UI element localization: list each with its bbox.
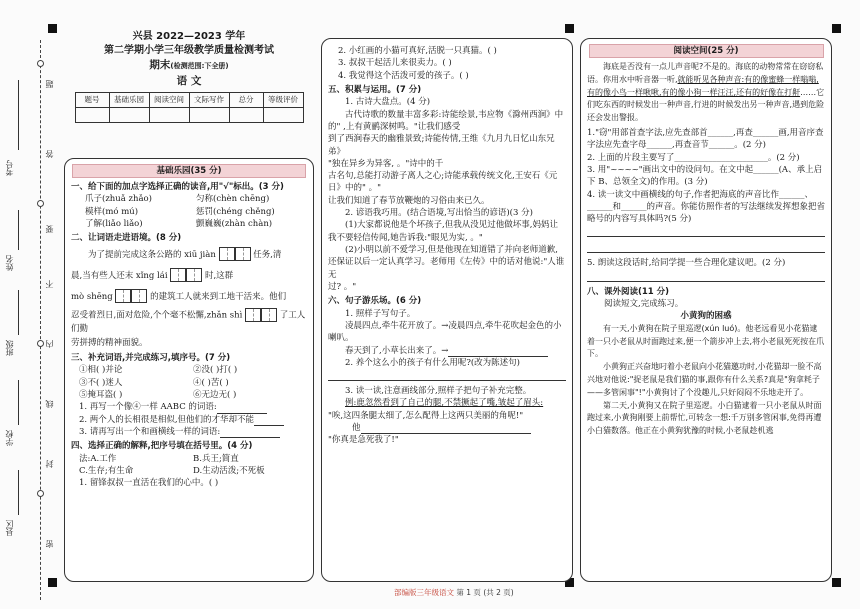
q5-sub: 2. 谚语我巧用。(结合语境,写出恰当的谚语)(3 分) (345, 208, 533, 219)
page-footer (394, 588, 514, 599)
story-title: 小黄狗的困惑 (680, 311, 732, 322)
q5-para: (1)大家都说他是个坏孩子,但我从没见过他做坏事,妈妈让 (345, 220, 558, 231)
score-col-header: 总分 (229, 93, 263, 108)
story-para: 小黄狗正兴奋地叼着小老鼠向小花猫邀功时,小花猫却一脸不高兴地对他说:"捉老鼠是我们猫的事,跟你有什么关系?真是"狗拿耗子——多管闲事"!"小黄狗讨了个没趣儿,只好闷闷不乐地走开了。 (587, 362, 822, 397)
pinyin-box[interactable] (170, 268, 186, 282)
q3-item[interactable]: ④( )苦( ) (193, 377, 229, 388)
q3-item[interactable]: ②没( )打( ) (193, 365, 238, 376)
q3-title: 三、补充词语,并完成练习,填序号。(7 分) (71, 353, 231, 364)
q3-item[interactable]: ⑥无边无( ) (193, 390, 237, 400)
q6-title: 六、句子游乐场。(6 分) (328, 296, 422, 307)
corner-mark (48, 24, 57, 33)
seal-char: 封 (45, 460, 54, 468)
score-cell[interactable] (109, 108, 149, 123)
q1-item[interactable]: 爪子(zhuǎ zhǎo) (85, 194, 152, 205)
score-cell[interactable] (189, 108, 229, 123)
q4-sentence[interactable]: 3. 叔叔干起活儿来很卖力。( ) (338, 58, 452, 69)
q5-para: 古代诗歌的数量丰富多彩:诗能绘景,韦应物《滁州西涧》中 (345, 109, 564, 120)
class-label: 班级 (5, 340, 14, 356)
basic-heading: 基础乐园(35 分) (72, 164, 305, 178)
punch-hole (37, 490, 44, 497)
q1-items (65, 193, 313, 230)
seal-char: 题 (45, 80, 54, 88)
corner-mark (832, 24, 841, 33)
q5-para: 还保证以后一定认真学习。老师用《左传》中的话对他说:"人谁无 (328, 257, 565, 280)
q6-sub: 2. 养个这么小的孩子有什么用呢?(改为陈述句) (345, 357, 521, 368)
corner-mark (565, 24, 574, 33)
pinyin-box[interactable] (261, 308, 277, 322)
score-col-header: 基础乐园 (109, 93, 149, 108)
seal-char: 要 (45, 225, 54, 233)
pinyin-box[interactable] (219, 247, 235, 261)
answer-line[interactable] (587, 270, 825, 282)
reading-passage: 海底是否没有一点儿声音呢?不是的。海底的动物常常在窃窃私语。你用水中听音器一听,就能听见各种声音:有的像蜜蜂一样嗡嗡,有的像小鸟一样啾啾,有的像小狗一样汪汪,还有的好像在打鼾……它们吃东西的时候发出一种声音,行进的时候发出另一种声音,遇到危险还会发出警报。 (587, 62, 825, 123)
q6-sub: 1. 照样子写句子。 (345, 308, 416, 319)
q6-example: "唉,这四条腿太细了,怎么配得上这两只美丽的角呢!" (328, 410, 524, 421)
binding-strip (0, 40, 62, 600)
exam-title: 第二学期小学三年级教学质量检测考试 (104, 45, 274, 56)
punch-hole (37, 340, 44, 347)
q3-item[interactable]: ①相( )并论 (79, 365, 123, 376)
q5-para[interactable]: "独在异乡为异客, 。"诗中的千 (328, 158, 444, 169)
name-field[interactable] (18, 210, 32, 250)
q2-title: 二、让词语走进语境。(8 分) (71, 233, 182, 244)
q3-item[interactable]: ⑤掩耳盗( ) (79, 390, 123, 400)
q5-sub: 1. 古诗大盘点。(4 分) (345, 97, 431, 108)
q1-item[interactable]: 匀称(chèn chēng) (196, 194, 270, 205)
q4-sentence[interactable]: 1. 留锋叔叔一直活在我们的心中。( ) (79, 478, 219, 489)
basic-section (64, 158, 314, 582)
story-para: 有一天,小黄狗在院子里巡逻(xún luó)。他老远看见小花猫逮着一只小老鼠从时面跑过来,便一个箭步冲上去,将小老鼠死死按在爪下。 (587, 323, 825, 359)
extra-reading-intro: 阅读短文,完成练习。 (604, 299, 684, 310)
school-year: 兴县 2022—2023 学年 (132, 31, 246, 42)
seal-char: 答 (45, 150, 54, 158)
school-field[interactable] (18, 380, 32, 425)
seal-char: 密 (45, 540, 54, 548)
q1-item[interactable]: 了解(liǎo liǎo) (85, 218, 143, 229)
q4-option: D.生动活泼;不死板 (193, 465, 265, 476)
reading-q3[interactable]: 3. 用"~~~~"画出文中的设问句。在文中起______(A、承上启下 B、总领全文)的作用。(3 分) (587, 164, 823, 188)
q1-item[interactable]: 模样(mó mú) (85, 206, 139, 217)
exam-number-label: 考号 (5, 160, 14, 176)
corner-mark (832, 578, 841, 587)
score-col-header: 阅读空间 (149, 93, 189, 108)
middle-section (321, 38, 573, 582)
q5-para[interactable]: 的" ,上有黄鹂深树鸣。"让我们感受 (328, 121, 461, 132)
q4-options (65, 453, 313, 478)
county-field[interactable] (18, 470, 32, 515)
answer-line[interactable] (587, 241, 825, 253)
extra-reading-title: 八、课外阅读(11 分) (587, 286, 670, 297)
reading-q4[interactable]: 4. 读一读文中画横线的句子,作者把海底的声音比作______、______和______的声音。你能仿照作者的写法继续发挥想象把省略号的内容写具体吗?(5 分) (587, 189, 826, 225)
q4-option: 法:A.工作 (79, 453, 117, 464)
story-para: 第二天,小黄狗又在院子里巡逻。小白猫逮着一只小老鼠从时面跑过来,小黄狗刚要上前帮忙,可转念一想:千万别多管闲事,免得再遭小白猫数落。他正在小黄狗犹豫的时候,小老鼠趁机逃 (587, 400, 822, 436)
q2-body: 为了提前完成这条公路的 xiū jiàn 任务,清 晨,当有些人还末 xǐng lái 时,这群 mò shēng 的建筑工人就来到工地干活来。他们 忍受着烈日,面对危险,个个毫不松懈,zhǎn shì 了工人们勤 劳拼搏的精神面貌。 (65, 245, 313, 351)
reading-q2[interactable]: 2. 上面的片段主要写了______________________。(2 分) (587, 152, 800, 163)
q6-example: 例:鹿忽然看到了自己的腿,不禁撅起了嘴,皱起了眉头: (345, 398, 544, 409)
exam-header (66, 30, 312, 126)
answer-line[interactable] (328, 369, 566, 381)
q3-sub: 3. 请再写出一个和画横线一样的词语: (65, 426, 313, 438)
q3-item[interactable]: ③不( )迷人 (79, 377, 123, 388)
reading-q1[interactable]: 1."窃"用部首查字法,应先查部首______,再查______画,用音序查字法应先查字母______,再查音节______。(2 分) (587, 127, 824, 151)
pinyin-box[interactable] (131, 289, 147, 303)
q6-example: "你真是急死我了!" (328, 435, 399, 446)
name-label: 姓名 (5, 255, 14, 271)
county-label: 县区 (5, 520, 14, 536)
q4-sentence[interactable]: 4. 我觉得这个活泼可爱的孩子。( ) (338, 70, 469, 81)
pinyin-box[interactable] (245, 308, 261, 322)
score-cell[interactable] (263, 108, 303, 123)
q3-sub: 1. 再写一个像④一样 AABC 的词语: (65, 401, 313, 413)
school-label: 学校 (5, 430, 14, 446)
q3-items (65, 364, 313, 401)
exam-number-field[interactable] (18, 80, 32, 150)
page-number: 第 1 页 (共 2 页) (456, 588, 514, 597)
footer-label: 部编版三年级语文 (394, 588, 454, 597)
score-cell[interactable] (229, 108, 263, 123)
reading-q5: 5. 朗读这段话时,给同学提一些合理化建议吧。(2 分) (587, 258, 786, 269)
q4-option: B.兵王;简直 (193, 453, 239, 464)
punch-hole (37, 200, 44, 207)
q5-para: 让我们知道了春节放鞭炮的习俗由来已久。 (328, 195, 490, 206)
q6-sub: 3. 读一读,注意画线部分,照样子把句子补充完整。 (345, 386, 532, 397)
score-cell[interactable] (75, 108, 109, 123)
seal-char: 线 (45, 400, 54, 408)
punch-hole (37, 60, 44, 67)
q6-task: 他 (322, 422, 572, 434)
score-table (75, 92, 304, 123)
seal-char: 不 (45, 280, 54, 288)
q1-title: 一、给下面的加点字选择正确的读音,用"√"标出。(3 分) (71, 182, 284, 192)
q6-example: 凌晨四点,牵牛花开放了。→凌晨四点,牵牛花吹起金色的小喇叭。 (328, 320, 562, 344)
reading-heading: 阅读空间(25 分) (589, 44, 824, 58)
score-col-header: 题号 (75, 93, 109, 108)
seal-char: 内 (45, 340, 54, 348)
q6-task: 春天到了,小草长出来了。→ (322, 345, 572, 357)
class-field[interactable] (18, 290, 32, 335)
q1-item[interactable]: 颤巍巍(zhàn chàn) (196, 218, 273, 229)
q5-para: 古名句,总能打动游子离人之心;诗能承载传统文化,王安石《元 (328, 171, 558, 182)
q5-para[interactable]: 我不要轻信传闻,她告诉我:"眼见为实, 。" (328, 232, 483, 243)
score-cell[interactable] (149, 108, 189, 123)
subject-title: 语 文 (176, 75, 202, 87)
score-col-header: 等级评价 (263, 93, 303, 108)
pinyin-box[interactable] (186, 268, 202, 282)
q5-title: 五、积累与运用。(7 分) (328, 84, 422, 95)
pinyin-box[interactable] (115, 289, 131, 303)
q5-para[interactable]: 日》中的" 。" (328, 183, 382, 194)
q4-option: C.生存;有生命 (79, 465, 134, 476)
pinyin-box[interactable] (235, 247, 251, 261)
exam-period: 期末(检测范围:下全册) (149, 59, 229, 71)
cut-line (40, 40, 41, 600)
reading-section (580, 38, 832, 582)
q5-para: 到了西涧春天的幽雅景致;诗能传情,王维《九月九日忆山东兄弟》 (328, 134, 555, 157)
q4-title: 四、选择正确的解释,把序号填在括号里。(4 分) (71, 441, 253, 452)
answer-line[interactable] (587, 225, 825, 237)
q3-sub: 2. 两个人的长相很是相似,但他们的才华却不能 (65, 414, 313, 426)
score-col-header: 文际写作 (189, 93, 229, 108)
q5-para: (2)小明以前不爱学习,但是他现在知道错了并向老师道歉, (345, 245, 558, 255)
q1-item[interactable]: 惩罚(chéng chěng) (196, 206, 275, 217)
q5-para[interactable]: 过? 。" (328, 281, 357, 292)
q4-sentence[interactable]: 2. 小红画的小猫可真好,活脱一只真猫。( ) (338, 46, 497, 56)
